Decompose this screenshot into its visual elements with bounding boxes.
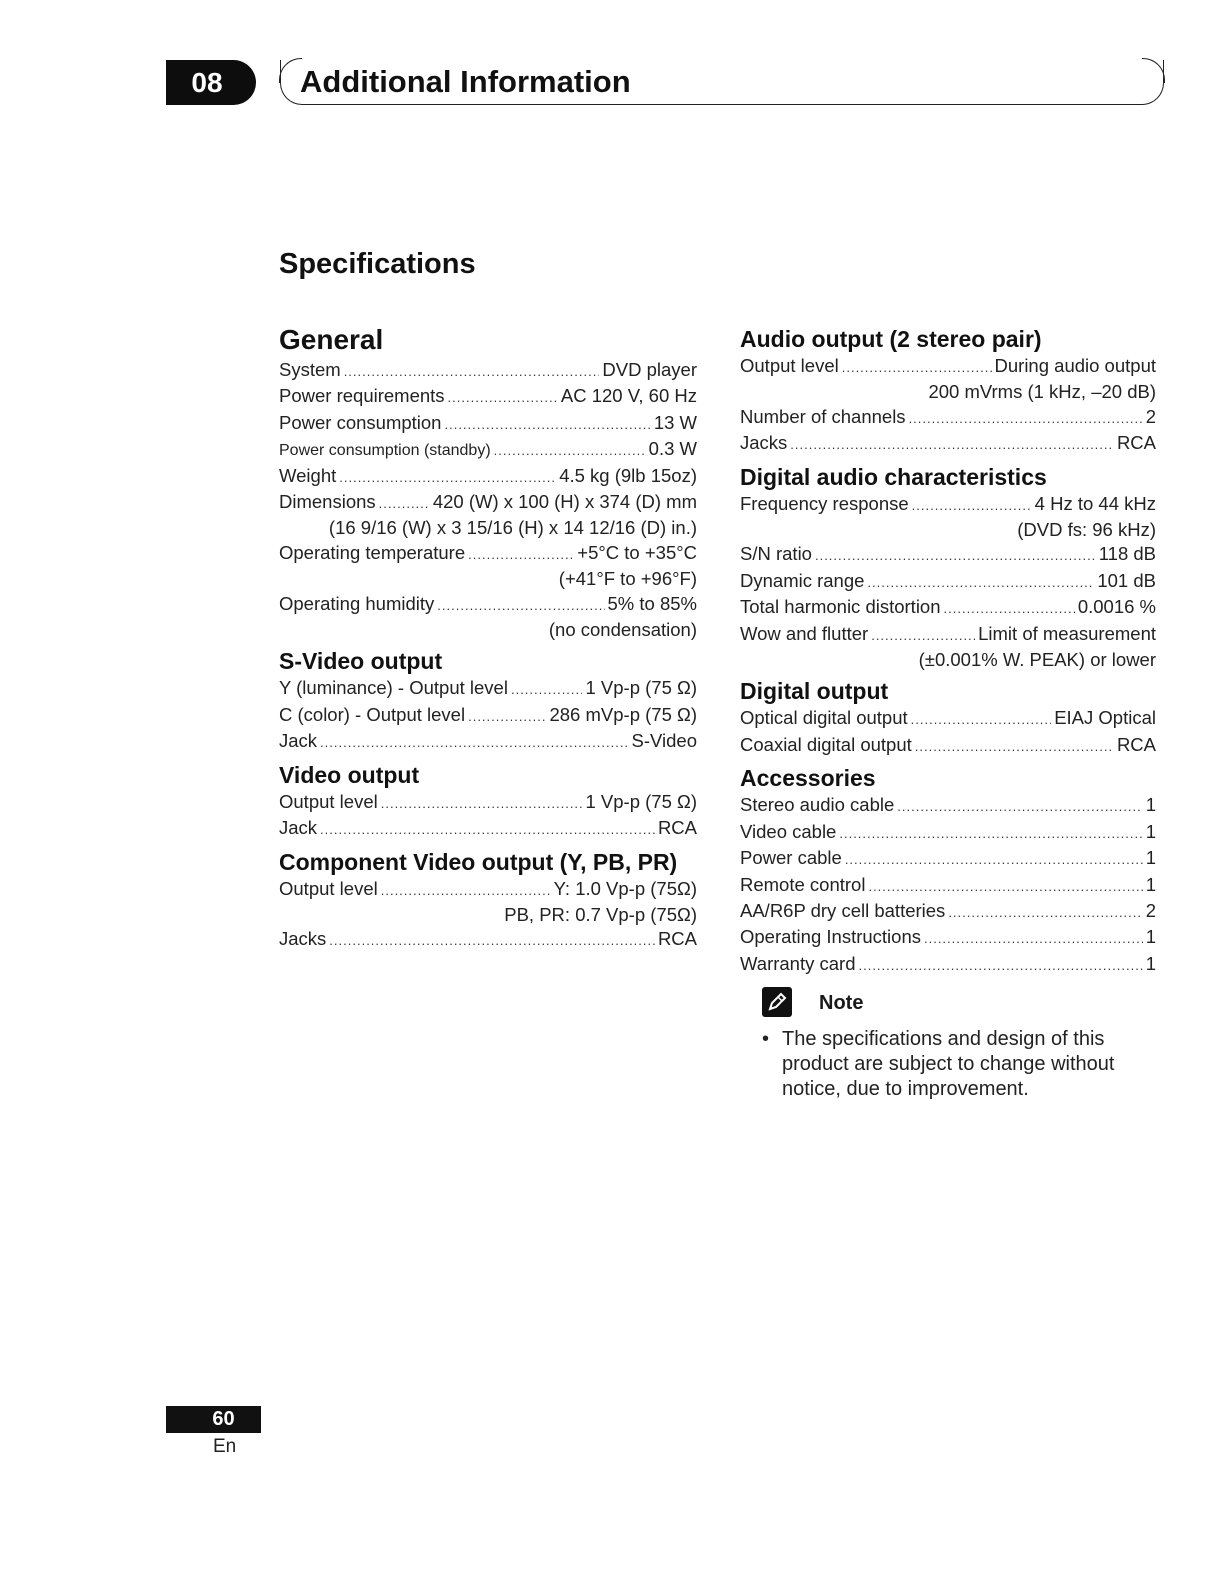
component-spec-list xyxy=(279,877,697,954)
spec-row xyxy=(279,411,697,437)
spec-value: AC 120 V, 60 Hz xyxy=(560,385,697,407)
note-text: The specifications and design of this product are subject to change without notice, due to improvement. xyxy=(782,1028,1115,1100)
dot-leader xyxy=(339,466,556,490)
spec-label: Remote control xyxy=(740,873,866,895)
spec-label: Operating humidity xyxy=(279,592,435,614)
spec-value: 1 Vp-p (75 Ω) xyxy=(585,677,697,699)
dot-leader xyxy=(845,848,1143,872)
spec-label: Output level xyxy=(740,355,839,376)
spec-continuation: (+41°F to +96°F) xyxy=(558,568,697,590)
spec-value: DVD player xyxy=(602,359,697,380)
spec-row xyxy=(279,703,697,729)
spec-label: Power consumption (standby) xyxy=(279,442,491,460)
general-spec-list xyxy=(279,358,697,642)
dot-leader xyxy=(909,407,1143,431)
dot-leader xyxy=(448,386,558,410)
spec-label: Stereo audio cable xyxy=(740,794,895,816)
spec-value: 1 xyxy=(1145,873,1156,895)
dot-leader xyxy=(924,927,1143,951)
spec-continuation: 200 mVrms (1 kHz, –20 dB) xyxy=(928,381,1156,403)
dot-leader xyxy=(381,879,551,903)
spec-continuation: (±0.001% W. PEAK) or lower xyxy=(918,649,1156,671)
spec-label: AA/R6P dry cell batteries xyxy=(740,899,946,921)
dot-leader xyxy=(911,708,1052,732)
spec-value: 286 mVp-p (75 Ω) xyxy=(549,703,697,725)
spec-value: RCA xyxy=(657,928,697,950)
spec-label: S/N ratio xyxy=(740,543,812,565)
language-code: En xyxy=(213,1436,237,1457)
spec-row xyxy=(740,542,1156,568)
spec-value: EIAJ Optical xyxy=(1054,707,1156,729)
dot-leader xyxy=(915,735,1114,759)
spec-value: 420 (W) x 100 (H) x 374 (D) mm xyxy=(432,491,697,513)
dot-leader xyxy=(871,624,975,648)
spec-value: 0.3 W xyxy=(648,438,697,460)
dot-leader xyxy=(329,929,655,953)
spec-value: 4.5 kg (9lb 15oz) xyxy=(559,464,697,486)
chapter-title: Additional Information xyxy=(300,64,631,99)
spec-label: Output level xyxy=(279,877,378,899)
spec-row xyxy=(279,816,697,842)
dot-leader xyxy=(437,594,604,618)
spec-row xyxy=(279,790,697,816)
dot-leader xyxy=(379,492,430,516)
spec-row xyxy=(740,706,1156,732)
dot-leader xyxy=(468,705,546,729)
spec-label: Y (luminance) - Output level xyxy=(279,677,508,699)
spec-row xyxy=(740,952,1156,978)
spec-label: Jack xyxy=(279,817,318,839)
spec-row xyxy=(279,358,697,384)
spec-row xyxy=(279,927,697,953)
spec-row xyxy=(740,431,1156,457)
digital-output-heading: Digital output xyxy=(740,678,889,705)
spec-row xyxy=(279,729,697,755)
spec-value: During audio output xyxy=(994,355,1156,376)
spec-value: 1 xyxy=(1145,794,1156,816)
spec-label: Optical digital output xyxy=(740,707,908,729)
page-number: 60 xyxy=(166,1406,261,1433)
accessories-heading: Accessories xyxy=(740,765,876,792)
spec-continuation: (no condensation) xyxy=(548,619,697,641)
spec-value: Limit of measurement xyxy=(978,622,1156,644)
dot-leader xyxy=(897,795,1142,819)
spec-label: Weight xyxy=(279,464,337,486)
spec-value: S-Video xyxy=(631,730,697,752)
svideo-heading: S-Video output xyxy=(279,648,443,675)
spec-value: 2 xyxy=(1145,899,1156,921)
dot-leader xyxy=(842,356,992,380)
spec-row xyxy=(279,877,697,903)
spec-value: Y: 1.0 Vp-p (75Ω) xyxy=(553,877,697,899)
digital-output-spec-list xyxy=(740,706,1156,759)
dot-leader xyxy=(320,731,628,755)
spec-row xyxy=(740,354,1156,380)
dot-leader xyxy=(790,433,1114,457)
spec-value: 2 xyxy=(1145,405,1156,427)
spec-row xyxy=(740,622,1156,648)
dot-leader xyxy=(839,822,1142,846)
spec-label: Total harmonic distortion xyxy=(740,596,941,618)
spec-label: Wow and flutter xyxy=(740,622,869,644)
spec-value: 13 W xyxy=(653,411,697,433)
bullet-mark: • xyxy=(762,1028,770,1050)
spec-value: 5% to 85% xyxy=(607,592,697,614)
spec-row xyxy=(740,793,1156,819)
left-column xyxy=(279,322,697,954)
page-title: Specifications xyxy=(279,248,476,280)
spec-label: Operating Instructions xyxy=(740,926,921,948)
audio-output-spec-list xyxy=(740,354,1156,458)
accessories-spec-list xyxy=(740,793,1156,978)
spec-value: 1 xyxy=(1145,847,1156,869)
spec-value: 0.0016 % xyxy=(1077,596,1156,618)
spec-row xyxy=(740,846,1156,872)
component-video-heading: Component Video output (Y, PB, PR) xyxy=(279,848,678,875)
spec-continuation: (16 9/16 (W) x 3 15/16 (H) x 14 12/16 (D) in.) xyxy=(328,517,697,539)
dot-leader xyxy=(344,360,600,384)
dot-leader xyxy=(815,544,1096,568)
spec-row xyxy=(740,899,1156,925)
chapter-number-badge: 08 xyxy=(166,60,256,105)
spec-label: Operating temperature xyxy=(279,541,466,563)
spec-value: 1 xyxy=(1145,952,1156,974)
dot-leader xyxy=(511,678,583,702)
spec-row xyxy=(279,384,697,410)
spec-label: Number of channels xyxy=(740,405,906,427)
right-column xyxy=(740,324,1156,978)
dot-leader xyxy=(444,413,650,437)
dot-leader xyxy=(494,439,646,463)
spec-label: Dynamic range xyxy=(740,569,865,591)
spec-label: C (color) - Output level xyxy=(279,703,466,725)
dot-leader xyxy=(320,818,655,842)
spec-value: 4 Hz to 44 kHz xyxy=(1034,492,1156,514)
note-label: Note xyxy=(819,992,864,1014)
spec-label: Coaxial digital output xyxy=(740,733,912,755)
spec-row xyxy=(279,437,697,463)
spec-label: Power consumption xyxy=(279,411,442,433)
dot-leader xyxy=(944,597,1075,621)
spec-row xyxy=(740,925,1156,951)
audio-output-heading: Audio output (2 stereo pair) xyxy=(740,326,1042,352)
spec-label: Warranty card xyxy=(740,952,856,974)
spec-label: Dimensions xyxy=(279,491,376,513)
spec-value: 118 dB xyxy=(1098,543,1156,565)
spec-value: 1 xyxy=(1145,820,1156,842)
spec-row xyxy=(740,820,1156,846)
spec-row xyxy=(740,492,1156,518)
dot-leader xyxy=(868,875,1142,899)
note-pencil-icon xyxy=(762,987,792,1017)
spec-row xyxy=(279,676,697,702)
spec-value: 1 xyxy=(1145,926,1156,948)
note-bullet-item xyxy=(762,1027,1162,1102)
spec-label: Jacks xyxy=(279,928,327,950)
video-output-heading: Video output xyxy=(279,761,420,788)
spec-row xyxy=(279,490,697,516)
spec-value: RCA xyxy=(657,817,697,839)
dot-leader xyxy=(381,792,583,816)
spec-continuation: (DVD fs: 96 kHz) xyxy=(1017,519,1156,541)
spec-label: Jacks xyxy=(740,432,788,454)
spec-label: System xyxy=(279,359,341,380)
spec-row xyxy=(279,592,697,618)
spec-row xyxy=(279,464,697,490)
spec-row xyxy=(740,873,1156,899)
spec-row xyxy=(740,405,1156,431)
dot-leader xyxy=(912,494,1032,518)
spec-value: +5°C to +35°C xyxy=(577,541,697,563)
spec-label: Power requirements xyxy=(279,385,445,407)
dot-leader xyxy=(858,954,1142,978)
digital-audio-spec-list xyxy=(740,492,1156,673)
spec-value: 101 dB xyxy=(1097,569,1156,591)
spec-row xyxy=(279,541,697,567)
spec-label: Jack xyxy=(279,730,318,752)
spec-label: Output level xyxy=(279,790,378,812)
svideo-spec-list xyxy=(279,676,697,755)
general-heading: General xyxy=(279,324,384,355)
dot-leader xyxy=(468,543,574,567)
spec-row xyxy=(740,569,1156,595)
digital-audio-heading: Digital audio characteristics xyxy=(740,463,1047,490)
spec-value: RCA xyxy=(1116,432,1156,454)
dot-leader xyxy=(867,571,1094,595)
dot-leader xyxy=(948,901,1142,925)
spec-value: 1 Vp-p (75 Ω) xyxy=(585,790,697,812)
spec-label: Power cable xyxy=(740,847,842,869)
spec-row xyxy=(740,733,1156,759)
spec-continuation: PB, PR: 0.7 Vp-p (75Ω) xyxy=(504,903,697,925)
spec-label: Video cable xyxy=(740,820,837,842)
video-spec-list xyxy=(279,790,697,843)
spec-value: RCA xyxy=(1116,733,1156,755)
spec-row xyxy=(740,595,1156,621)
spec-label: Frequency response xyxy=(740,492,909,514)
